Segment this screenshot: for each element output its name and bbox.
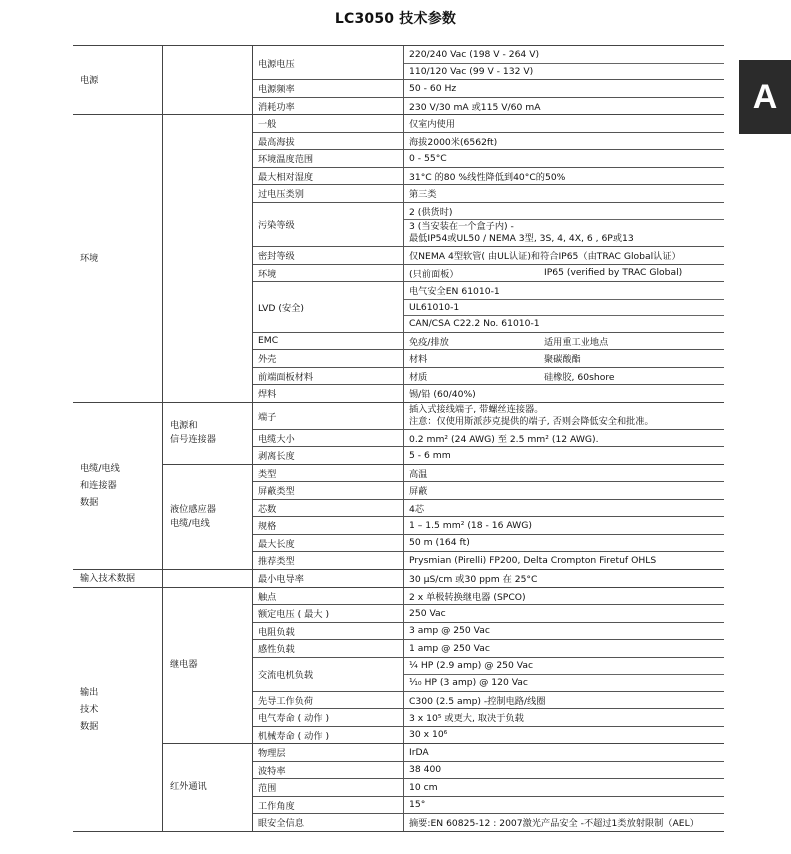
parameter-value [404,333,724,350]
parameter-values [403,203,724,247]
table-row [253,796,724,814]
table-row [253,639,724,657]
parameter-value [404,46,724,63]
parameter-value [404,814,724,831]
parameter-values [403,814,724,831]
value-text: 230 V/30 mA 或115 V/60 mA [409,101,541,113]
subsection [163,403,724,464]
parameter-values [403,115,724,132]
table-row [253,604,724,622]
page-title: LC3050 技术参数 [334,11,457,27]
parameter-name: 额定电压 ( 最大 ) [258,609,330,621]
item-list [252,588,724,744]
value-text: 海拔2000米(6562ft) [409,136,498,148]
value-text: 30 µS/cm 或30 ppm 在 25°C [409,573,538,585]
section-label-cell [73,403,162,569]
spec-section [73,569,724,587]
parameter-name: 芯数 [258,503,277,515]
item-list [252,465,724,569]
table-row [253,184,724,202]
value-text: 30 x 10⁶ [409,729,448,741]
item-list [252,46,724,114]
parameter-name: 规格 [258,521,277,533]
parameter-values [403,640,724,657]
value-text-secondary: 硅橡胶, 60shore [544,371,615,383]
parameter-name: 端子 [258,411,277,423]
value-text: 0 - 55°C [409,152,447,164]
parameter-value [404,500,724,517]
parameter-value [404,797,724,814]
value-text: 10 cm [409,781,438,793]
spec-section [73,114,724,402]
table-row [253,744,724,761]
subsection [163,743,724,831]
subsection [163,115,724,402]
parameter-name: 密封等级 [258,251,295,263]
parameter-values [403,535,724,552]
subsection [163,570,724,587]
table-row [253,499,724,517]
value-text: 2 (供货时) [409,206,453,218]
item-list [252,570,724,587]
value-text: 材料 [409,354,428,366]
parameter-values [403,570,724,587]
value-text: 插入式接线端子, 带螺丝连接器。 注意：仅使用斯派莎克提供的端子, 否则会降低安全和批准。 [409,403,654,427]
section-body [162,403,724,569]
value-text: 250 Vac [409,607,446,619]
parameter-value [404,465,724,482]
parameter-values [403,727,724,744]
parameter-name: 电源频率 [258,84,295,96]
value-text: 免疫/排放 [409,336,449,348]
table-row [253,726,724,744]
table-row [253,446,724,464]
parameter-value [404,115,724,132]
parameter-values [403,185,724,202]
table-row [253,465,724,482]
item-list [252,115,724,402]
parameter-value [404,80,724,97]
parameter-values [403,447,724,464]
spec-table [73,45,724,832]
table-row [253,570,724,587]
table-row [253,622,724,640]
section-label-cell [73,570,162,587]
subsection-label: 红外通讯 [170,781,207,793]
parameter-values [403,247,724,264]
parameter-values [403,658,724,691]
parameter-values [403,282,724,332]
parameter-value [404,517,724,534]
table-row [253,516,724,534]
parameter-values [403,605,724,622]
parameter-values [403,692,724,709]
parameter-value [404,535,724,552]
parameter-name: 物理层 [258,748,286,760]
table-row [253,384,724,402]
value-text: 3 x 10⁵ 或更大, 取决于负载 [409,713,524,725]
parameter-values [403,500,724,517]
table-row [253,761,724,779]
value-text: 电气安全EN 61010-1 [409,286,500,298]
parameter-name: 触点 [258,591,277,603]
parameter-name: 最大长度 [258,538,295,550]
parameter-value [404,430,724,447]
value-text: 110/120 Vac (99 V - 132 V) [409,65,534,77]
parameter-value [404,203,724,220]
parameter-value [404,552,724,569]
parameter-values [403,150,724,167]
table-row [253,332,724,350]
parameter-value [404,779,724,796]
parameter-values [403,168,724,185]
parameter-name: LVD (安全) [258,302,304,314]
parameter-values [403,517,724,534]
value-text: C300 (2.5 amp) -控制电路/线圈 [409,695,546,707]
value-text: Prysmian (Pirelli) FP200, Delta Crompton Firetuf OHLS [409,554,657,566]
value-text: 第三类 [409,189,437,201]
table-row [253,551,724,569]
table-row [253,481,724,499]
parameter-name: 眼安全信息 [258,818,304,830]
parameter-name: 波特率 [258,765,286,777]
value-text-secondary: 适用重工业地点 [544,336,609,348]
value-text: 仅NEMA 4型软管( 由UL认证)和符合IP65（由TRAC Global认证） [409,251,681,263]
value-text: ¹⁄₁₀ HP (3 amp) @ 120 Vac [409,677,528,689]
table-row [253,813,724,831]
parameter-value [404,168,724,185]
parameter-value [404,447,724,464]
subsection-label [163,570,252,587]
value-text: 50 m (164 ft) [409,537,470,549]
parameter-value [404,350,724,367]
table-row [253,691,724,709]
subsection-label: 继电器 [170,659,198,671]
value-text: 2 x 单极转换继电器 (SPCO) [409,591,526,603]
spec-section [73,402,724,569]
parameter-value [404,744,724,761]
value-text: 15° [409,799,426,811]
parameter-values [403,403,724,429]
parameter-name: 推荐类型 [258,556,295,568]
parameter-values [403,46,724,79]
section-label-cell [73,588,162,831]
spec-section [73,587,724,832]
parameter-value [404,762,724,779]
parameter-values [403,98,724,115]
subsection [163,46,724,114]
value-text: 材质 [409,371,428,383]
value-text: 220/240 Vac (198 V - 264 V) [409,48,540,60]
value-text: 3 amp @ 250 Vac [409,625,490,637]
subsection-label [163,115,252,402]
parameter-name: 消耗功率 [258,101,295,113]
parameter-values [403,465,724,482]
section-tab-letter: A [739,60,791,134]
parameter-name: 最高海拔 [258,136,295,148]
value-text-secondary: IP65 (verified by TRAC Global) [544,267,683,279]
parameter-values [403,552,724,569]
parameter-name: 工作角度 [258,800,295,812]
section-body [162,46,724,114]
parameter-value [404,133,724,150]
value-text: UL61010-1 [409,301,460,313]
subsection-label: 电源和 信号连接器 [170,420,216,445]
subsection [163,464,724,569]
value-text: 高温 [409,468,428,480]
value-text: 4芯 [409,503,425,515]
parameter-values [403,80,724,97]
parameter-values [403,350,724,367]
parameter-name: 剥离长度 [258,451,295,463]
table-row [253,349,724,367]
parameter-value [404,692,724,709]
section-label: 输入技术数据 [80,572,136,584]
table-row [253,167,724,185]
parameter-value [404,282,724,299]
parameter-values [403,588,724,605]
parameter-values [403,265,724,282]
table-row [253,778,724,796]
table-row [253,246,724,264]
parameter-name: 焊料 [258,389,277,401]
section-label: 环境 [80,252,99,264]
value-text: 摘要:EN 60825-12 : 2007激光产品安全 -不超过1类放射限制（AEL） [409,818,699,830]
subsection [163,588,724,744]
section-label-cell [73,46,162,114]
parameter-value [404,219,724,246]
parameter-value [404,640,724,657]
parameter-name: 电缆大小 [258,433,295,445]
value-text: 5 - 6 mm [409,449,451,461]
table-row [253,588,724,605]
section-label-cell [73,115,162,402]
parameter-name: 前端面板材料 [258,371,314,383]
table-row [253,264,724,282]
parameter-value [404,299,724,316]
parameter-value [404,482,724,499]
table-row [253,367,724,385]
parameter-name: 电阻负载 [258,626,295,638]
parameter-name: 外壳 [258,354,277,366]
parameter-value [404,150,724,167]
parameter-values [403,368,724,385]
parameter-name: 先导工作负荷 [258,695,314,707]
value-text: 1 – 1.5 mm² (18 - 16 AWG) [409,519,532,531]
parameter-value [404,623,724,640]
parameter-value [404,98,724,115]
parameter-name: 屏蔽类型 [258,486,295,498]
table-row [253,403,724,429]
table-row [253,97,724,115]
parameter-name: 污染等级 [258,220,295,232]
parameter-values [403,779,724,796]
table-row [253,657,724,691]
parameter-value [404,588,724,605]
parameter-value [404,605,724,622]
parameter-values [403,744,724,761]
parameter-values [403,430,724,447]
parameter-value [404,385,724,402]
value-text: IrDA [409,746,429,758]
table-row [253,46,724,79]
parameter-name: 环境温度范围 [258,154,314,166]
spec-section [73,45,724,114]
table-row [253,534,724,552]
section-label: 输出 技术 数据 [80,686,99,732]
parameter-name: 环境 [258,268,277,280]
table-row [253,202,724,247]
parameter-name: 最大相对湿度 [258,171,314,183]
parameter-name: 最小电导率 [258,574,304,585]
parameter-name: EMC [258,335,279,347]
table-row [253,132,724,150]
parameter-name: 一般 [258,119,277,131]
value-text: 3 (当安装在一个盒子内) - 最低IP54或UL50 / NEMA 3型, 3S, 4, 4X, 6 , 6P或13 [409,221,634,244]
table-row [253,429,724,447]
section-body [162,115,724,402]
parameter-value [404,63,724,80]
subsection-label: 液位感应器 电缆/电线 [170,503,216,529]
section-body [162,570,724,587]
value-text: 50 - 60 Hz [409,82,457,94]
parameter-values [403,133,724,150]
parameter-value [404,727,724,744]
parameter-value [404,265,724,282]
table-row [253,708,724,726]
parameter-value [404,709,724,726]
parameter-values [403,797,724,814]
parameter-values [403,623,724,640]
value-text: 1 amp @ 250 Vac [409,642,490,654]
value-text: 仅室内使用 [409,119,455,131]
parameter-values [403,762,724,779]
parameter-values [403,709,724,726]
value-text: 38 400 [409,764,442,776]
parameter-value [404,403,724,429]
parameter-name: 电气寿命 ( 动作 ) [258,713,330,725]
table-row [253,281,724,332]
section-label: 电缆/电线 和连接器 数据 [80,463,120,508]
parameter-name: 感性负载 [258,644,295,656]
subsection-label [163,46,252,114]
item-list [252,744,724,831]
value-text: 31°C 的80 %线性降低到40°C的50% [409,171,566,183]
parameter-name: 过电压类别 [258,189,304,201]
parameter-name: 电源电压 [258,58,295,70]
value-text-secondary: 聚碳酸酯 [544,354,581,366]
value-text: CAN/CSA C22.2 No. 61010-1 [409,318,540,330]
item-list [252,403,724,464]
parameter-name: 交流电机负载 [258,670,314,681]
section-label: 电源 [80,74,99,86]
parameter-value [404,315,724,332]
table-row [253,79,724,97]
parameter-values [403,333,724,350]
parameter-name: 机械寿命 ( 动作 ) [258,730,330,742]
parameter-values [403,385,724,402]
table-row [253,115,724,132]
parameter-name: 类型 [258,468,277,480]
parameter-value [404,570,724,587]
parameter-value [404,247,724,264]
value-text: (只前面板） [409,268,459,280]
parameter-values [403,482,724,499]
section-body [162,588,724,831]
value-text: 屏蔽 [409,486,428,498]
parameter-name: 范围 [258,783,277,795]
parameter-value [404,368,724,385]
parameter-value [404,674,724,691]
value-text: 锡/铅 (60/40%) [409,389,476,401]
table-row [253,149,724,167]
parameter-value [404,658,724,675]
value-text: ¼ HP (2.9 amp) @ 250 Vac [409,660,534,672]
value-text: 0.2 mm² (24 AWG) 至 2.5 mm² (12 AWG). [409,433,599,445]
parameter-value [404,185,724,202]
